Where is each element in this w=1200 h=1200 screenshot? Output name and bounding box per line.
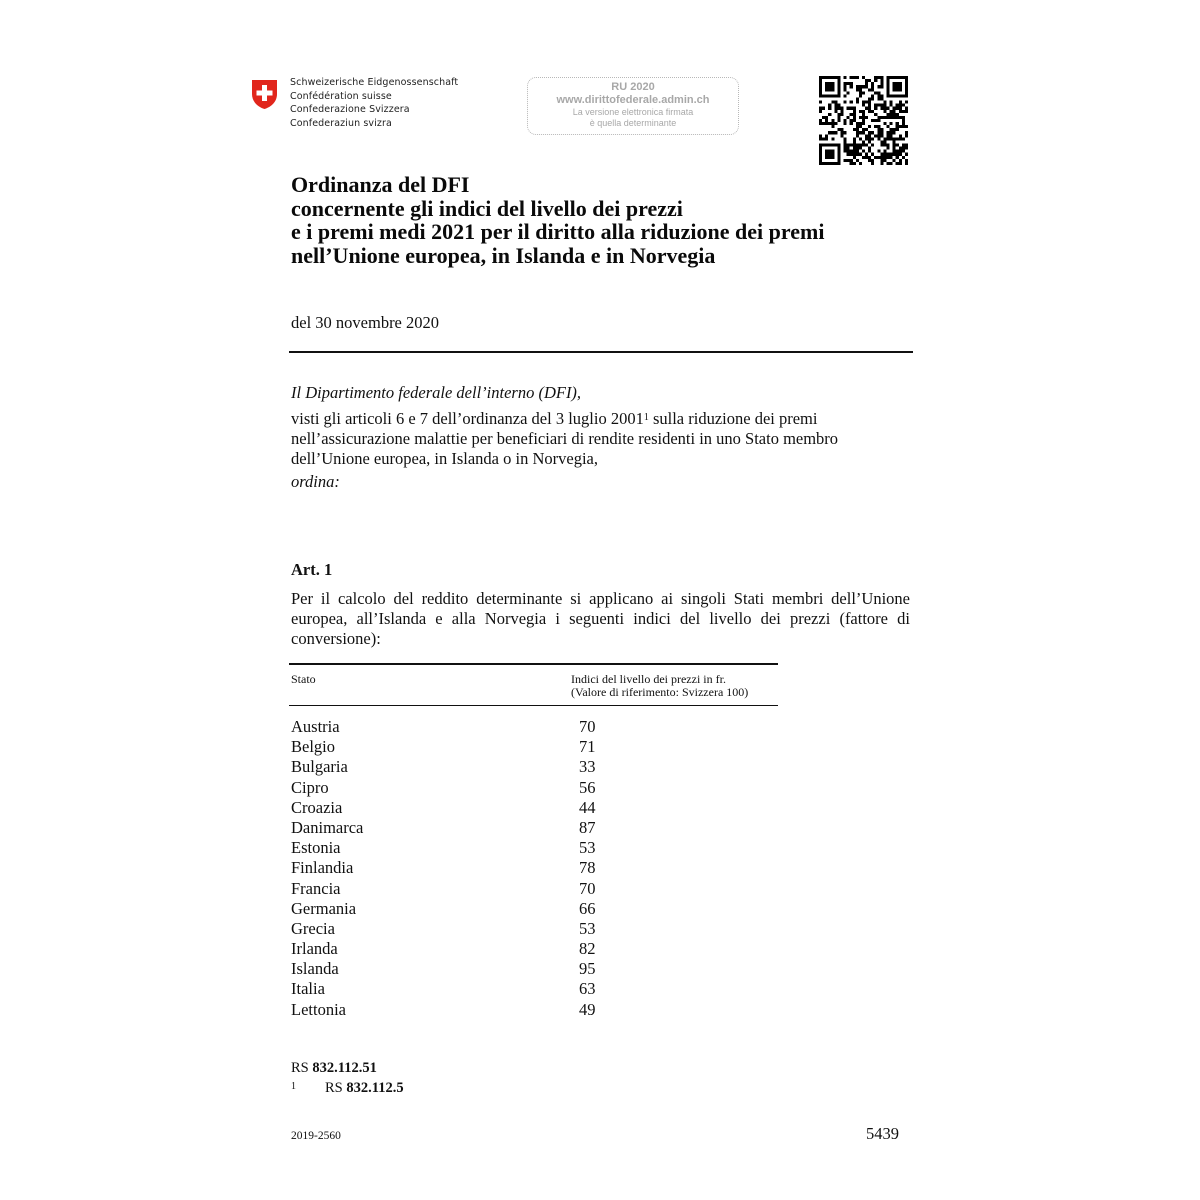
cell-stato: Danimarca — [291, 817, 364, 837]
cell-stato: Irlanda — [291, 939, 338, 959]
title-line: Ordinanza del DFI — [291, 172, 470, 197]
cell-stato: Grecia — [291, 918, 335, 938]
preamble — [291, 383, 913, 492]
confederation-line-fr: Confédération suisse — [290, 90, 392, 102]
table-row — [289, 939, 778, 959]
table-row — [289, 1000, 778, 1020]
cell-indice: 82 — [579, 939, 596, 959]
column-header-line: Indici del livello dei prezzi in fr. — [571, 671, 726, 686]
cell-indice: 70 — [579, 717, 596, 736]
article-text: Per il calcolo del reddito determinante si applicano ai singoli Stati membri dell’Unione europea, all’Islanda e alla Norvegia i seguenti indici del livello dei prezzi (fattore di conversione): — [291, 589, 910, 648]
table-row — [289, 959, 778, 979]
table-row — [289, 979, 778, 999]
table-row — [289, 899, 778, 919]
cell-indice: 49 — [579, 999, 596, 1019]
confederation-line-rm: Confederaziun svizra — [290, 117, 392, 129]
cell-stato: Bulgaria — [291, 757, 348, 777]
document-header — [251, 76, 911, 168]
title-line: nell’Unione europea, in Islanda e in Norvegia — [291, 242, 716, 268]
cell-stato: Belgio — [291, 737, 335, 757]
considerando-text: sulla riduzione dei premi nell’assicurazione malattie per beneficiari di rendite residenti in uno Stato membro dell’Unione europea, in Islanda o in Norvegia, — [291, 409, 839, 468]
cell-indice: 53 — [579, 838, 596, 858]
cell-stato: Estonia — [291, 838, 341, 858]
rs-reference — [291, 1058, 404, 1078]
table-row — [289, 838, 778, 858]
table-row — [289, 798, 778, 818]
cell-indice: 71 — [579, 737, 596, 757]
cell-stato: Francia — [291, 878, 341, 898]
table-row — [289, 858, 778, 878]
stamp-note-line2: è quella determinante — [589, 118, 677, 128]
cell-stato: Austria — [291, 717, 340, 736]
considerando-text: visti gli articoli 6 e 7 dell’ordinanza del 3 luglio 2001 — [291, 409, 644, 428]
enacting-formula: ordina: — [291, 472, 340, 491]
footnote-prefix: RS — [325, 1080, 347, 1096]
title-divider — [289, 351, 913, 353]
table-row — [289, 919, 778, 939]
cell-stato: Lettonia — [291, 999, 346, 1019]
page-number: 5439 — [866, 1124, 899, 1143]
cell-indice: 63 — [579, 979, 596, 999]
price-index-table — [289, 663, 778, 1020]
cell-stato: Italia — [291, 979, 325, 999]
table-header — [289, 665, 778, 705]
footnote-1 — [291, 1078, 404, 1098]
publication-stamp — [527, 77, 739, 135]
table-row — [289, 737, 778, 757]
column-header-stato: Stato — [291, 671, 316, 686]
cell-indice: 78 — [579, 858, 596, 878]
stamp-note-line1: La versione elettronica firmata — [572, 107, 694, 117]
article-heading: Art. 1 — [291, 560, 333, 579]
cell-stato: Croazia — [291, 797, 343, 817]
table-header-rule — [289, 705, 778, 707]
table-row — [289, 757, 778, 777]
table-body — [289, 717, 778, 1020]
footnote-number: 1 — [291, 1081, 296, 1092]
cell-indice: 56 — [579, 777, 596, 797]
page-title — [291, 173, 824, 267]
confederation-line-it: Confederazione Svizzera — [290, 104, 410, 116]
table-row — [289, 717, 778, 737]
stamp-edition: RU 2020 — [611, 81, 655, 93]
cell-indice: 53 — [579, 918, 596, 938]
swiss-crest-icon — [251, 79, 278, 110]
cell-indice: 95 — [579, 959, 596, 979]
cell-indice: 33 — [579, 757, 596, 777]
table-row — [289, 778, 778, 798]
considerando — [291, 409, 913, 469]
ordinance-date: del 30 novembre 2020 — [291, 313, 440, 332]
footnote-rs-number: 832.112.5 — [346, 1080, 404, 1096]
stamp-url[interactable]: www.dirittofederale.admin.ch — [556, 94, 710, 106]
table-row — [289, 879, 778, 899]
cell-stato: Cipro — [291, 777, 329, 797]
document-id: 2019-2560 — [291, 1130, 341, 1142]
title-line: e i premi medi 2021 per il diritto alla riduzione dei premi — [291, 219, 825, 244]
footnotes — [291, 1058, 404, 1098]
confederation-name — [290, 76, 458, 130]
qr-code-icon — [819, 76, 908, 165]
cell-indice: 70 — [579, 878, 596, 898]
cell-indice: 66 — [579, 898, 596, 918]
cell-stato: Germania — [291, 898, 357, 918]
title-line: concernente gli indici del livello dei prezzi — [291, 195, 683, 221]
cell-stato: Islanda — [291, 959, 339, 979]
cell-indice: 44 — [579, 797, 596, 817]
confederation-line-de: Schweizerische Eidgenossenschaft — [290, 77, 459, 88]
issuing-department: Il Dipartimento federale dell’interno (DFI), — [291, 383, 582, 402]
table-row — [289, 818, 778, 838]
cell-indice: 87 — [579, 817, 596, 837]
rs-number: 832.112.51 — [312, 1060, 377, 1076]
column-header-indici — [571, 673, 748, 699]
cell-stato: Finlandia — [291, 858, 354, 878]
rs-prefix: RS — [291, 1060, 313, 1076]
column-header-line: (Valore di riferimento: Svizzera 100) — [571, 684, 749, 699]
footnote-ref-1[interactable]: 1 — [643, 412, 649, 423]
